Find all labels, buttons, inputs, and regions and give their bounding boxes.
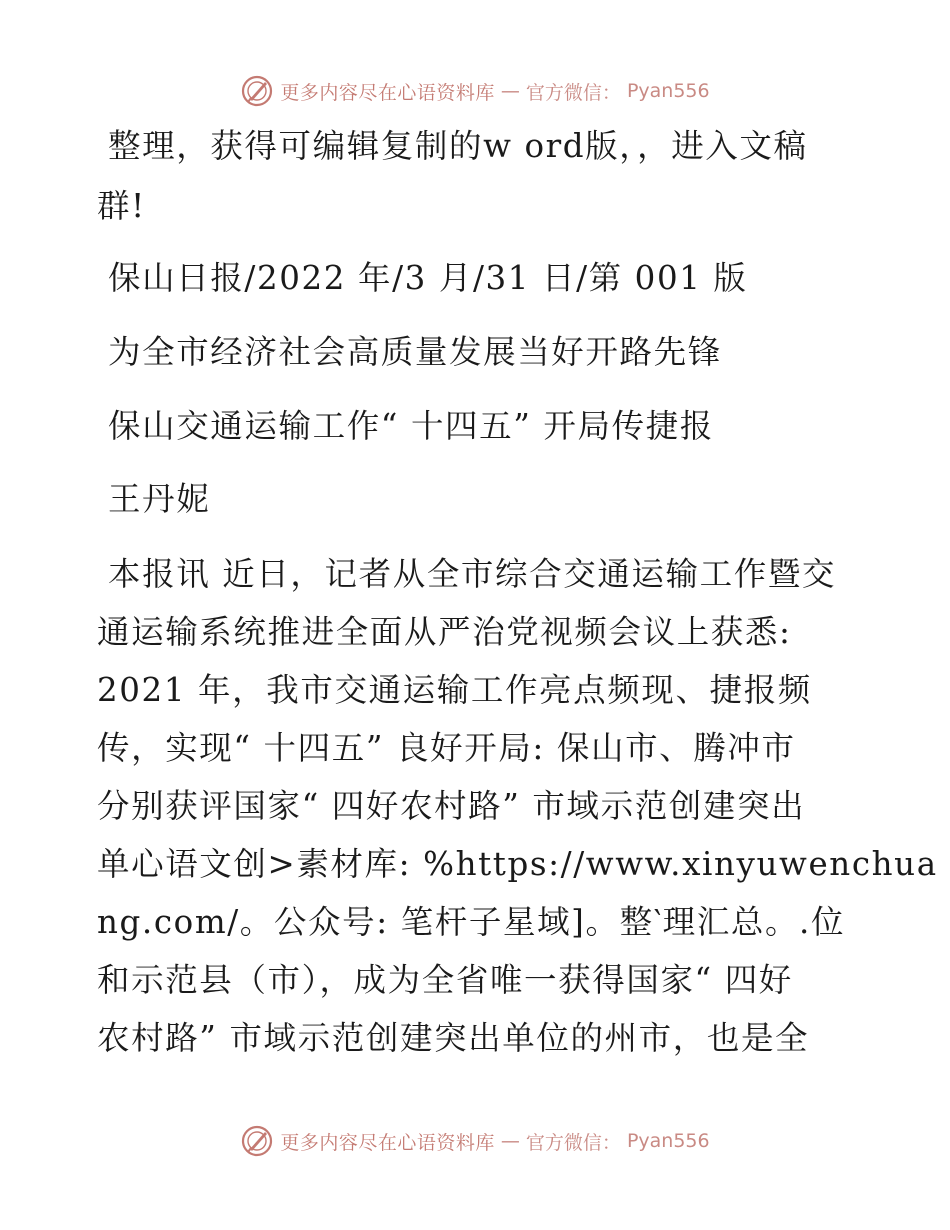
banner-separator: — xyxy=(500,1130,520,1152)
body-line: 分别获评国家“ 四好农村路” 市域示范创建突出 xyxy=(97,787,806,825)
banner-wechat-label: 官方微信： xyxy=(525,81,621,104)
body-line: 和示范县（市），成为全省唯一获得国家“ 四好 xyxy=(97,961,793,999)
body-line: ng.com/。公众号: 笔杆子星域]。整‵理汇总。.位 xyxy=(97,903,846,941)
footer-watermark-banner xyxy=(0,1121,950,1161)
body-line: 本报讯 近日，记者从全市综合交通运输工作暨交 xyxy=(108,555,837,593)
banner-site-name: 更多内容尽在心语资料库 xyxy=(280,1131,495,1154)
banner-wechat-id: Pyan556 xyxy=(626,80,710,102)
body-line: 2021 年，我市交通运输工作亮点频现、捷报频 xyxy=(97,671,812,709)
quill-seal-icon xyxy=(240,1124,274,1158)
body-line: 传，实现“ 十四五” 良好开局: 保山市、腾冲市 xyxy=(97,729,796,767)
body-line: 通运输系统推进全面从严治党视频会议上获悉: xyxy=(97,613,792,651)
article-subtitle: 为全市经济社会高质量发展当好开路先锋 xyxy=(108,333,722,371)
body-line: 群! xyxy=(97,187,146,225)
banner-wechat-id: Pyan556 xyxy=(626,1130,710,1152)
dateline: 保山日报/2022 年/3 月/31 日/第 001 版 xyxy=(108,259,748,297)
body-line: 农村路” 市域示范创建突出单位的州市，也是全 xyxy=(97,1019,810,1057)
body-line: 整理，获得可编辑复制的w ord版，，进入文稿 xyxy=(108,127,808,165)
article-author: 王丹妮 xyxy=(108,480,211,518)
quill-seal-icon xyxy=(240,74,274,108)
banner-separator: — xyxy=(500,80,520,102)
banner-wechat-label: 官方微信： xyxy=(525,1131,621,1154)
article-title: 保山交通运输工作“ 十四五” 开局传捷报 xyxy=(108,407,714,445)
header-watermark-banner xyxy=(0,71,950,111)
banner-site-name: 更多内容尽在心语资料库 xyxy=(280,81,495,104)
body-line: 单心语文创>素材库: %https://www.xinyuwenchua xyxy=(97,845,938,883)
